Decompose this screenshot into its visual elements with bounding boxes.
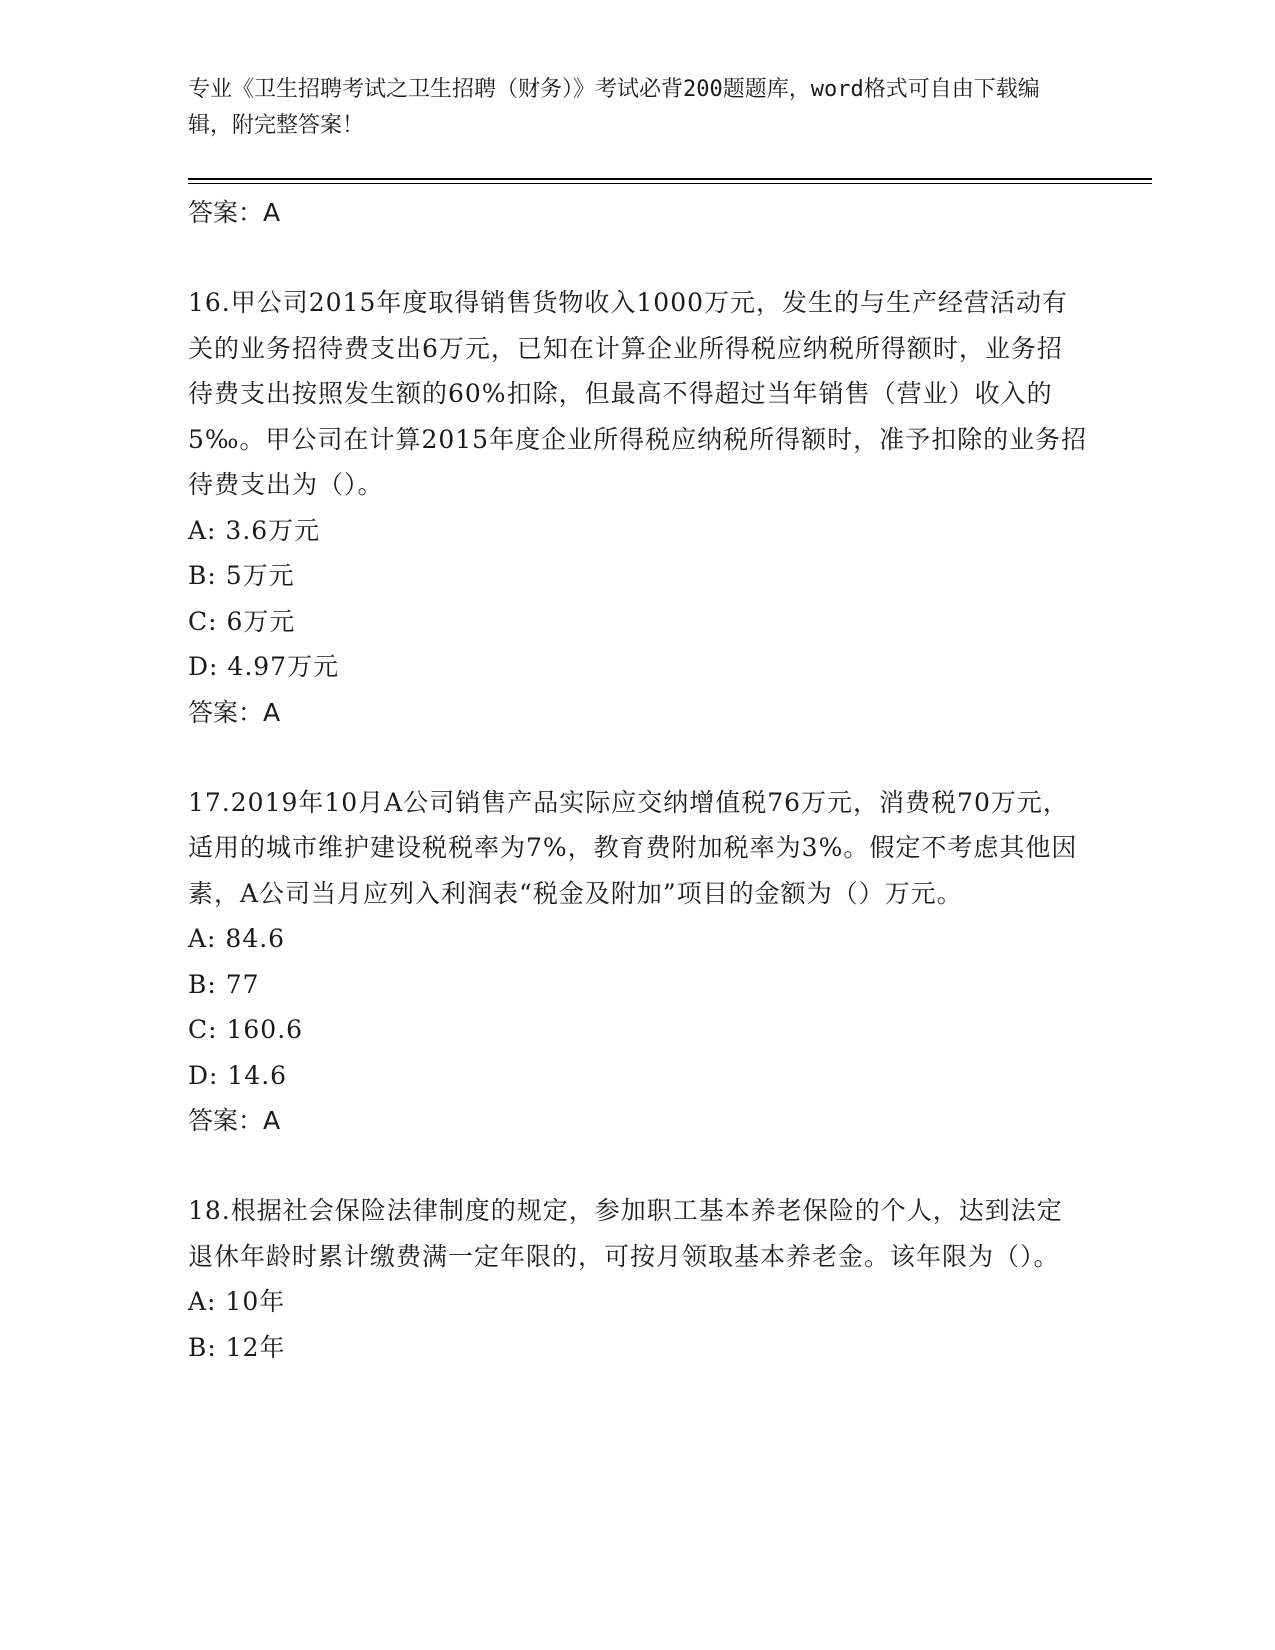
option-a: A: 3.6万元 [188, 515, 321, 545]
question-text: 18.根据社会保险法律制度的规定，参加职工基本养老保险的个人，达到法定退休年龄时累计缴费满一定年限的，可按月领取基本养老金。该年限为（）。 [188, 1196, 1063, 1271]
answer-label: 答案：A [188, 198, 281, 227]
option-b: B: 12年 [188, 1332, 286, 1362]
option-b: B: 77 [188, 969, 260, 999]
option-d: D: 14.6 [188, 1060, 288, 1090]
answer-label: 答案：A [188, 697, 281, 727]
answer-label: 答案：A [188, 1106, 281, 1135]
option-d: D: 4.97万元 [188, 652, 340, 681]
option-c: C: 160.6 [188, 1015, 304, 1044]
header-divider [188, 178, 1152, 180]
document-body [188, 190, 1088, 1370]
question-block [188, 280, 1088, 736]
option-a: A: 10年 [188, 1287, 286, 1316]
header-divider-thin [188, 183, 1152, 184]
document-header: 专业《卫生招聘考试之卫生招聘（财务）》考试必背200题题库，word格式可自由下载编辑，附完整答案！ [188, 77, 1040, 138]
option-c: C: 6万元 [188, 606, 296, 636]
option-a: A: 84.6 [188, 924, 286, 953]
question-text: 16.甲公司2015年度取得销售货物收入1000万元，发生的与生产经营活动有关的业务招待费支出6万元，已知在计算企业所得税应纳税所得额时，业务招待费支出按照发生额的60%扣除，但最高不得超过当年销售（营业）收入的5‰。甲公司在计算2015年度企业所得税应纳税所得额时，准予扣除的业务招待费支出为（）。 [188, 288, 1088, 499]
question-block [188, 780, 1088, 1145]
question-text: 17.2019年10月A公司销售产品实际应交纳增值税76万元，消费税70万元，适用的城市维护建设税税率为7%，教育费附加税率为3%。假定不考虑其他因素，A公司当月应列入利润表“税金及附加”项目的金额为（）万元。 [188, 787, 1078, 908]
question-block [188, 1188, 1088, 1370]
option-b: B: 5万元 [188, 561, 295, 590]
